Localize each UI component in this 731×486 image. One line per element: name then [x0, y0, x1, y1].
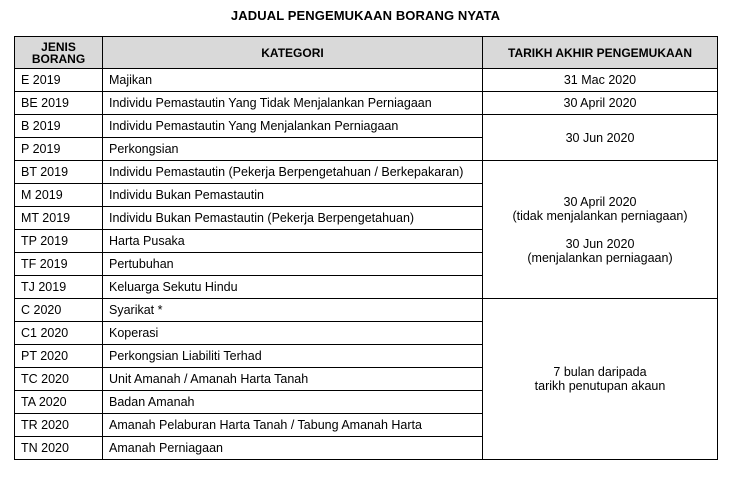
kategori-cell: Keluarga Sekutu Hindu — [103, 276, 483, 299]
tarikh-cell: 30 Jun 2020 — [483, 115, 718, 161]
jenis-cell: C1 2020 — [15, 322, 103, 345]
kategori-cell: Syarikat * — [103, 299, 483, 322]
table-row — [15, 299, 718, 322]
kategori-cell: Individu Pemastautin (Pekerja Berpengetahuan / Berkepakaran) — [103, 161, 483, 184]
kategori-cell: Koperasi — [103, 322, 483, 345]
table-row — [15, 115, 718, 138]
jenis-cell: TJ 2019 — [15, 276, 103, 299]
jenis-cell: TR 2020 — [15, 414, 103, 437]
table-row — [15, 69, 718, 92]
kategori-cell: Individu Bukan Pemastautin — [103, 184, 483, 207]
header-jenis-line2: BORANG — [31, 51, 86, 66]
header-jenis-line1: JENIS — [41, 39, 76, 54]
kategori-cell: Harta Pusaka — [103, 230, 483, 253]
kategori-cell: Badan Amanah — [103, 391, 483, 414]
jenis-cell: TA 2020 — [15, 391, 103, 414]
header-jenis-borang — [15, 37, 103, 69]
kategori-cell: Perkongsian Liabiliti Terhad — [103, 345, 483, 368]
kategori-cell: Amanah Perniagaan — [103, 437, 483, 460]
jenis-cell: BT 2019 — [15, 161, 103, 184]
header-tarikh: TARIKH AKHIR PENGEMUKAAN — [483, 37, 718, 69]
tarikh-group-line4: (menjalankan perniagaan) — [527, 250, 673, 265]
tarikh-cell-individual-group — [483, 161, 718, 299]
kategori-cell: Majikan — [103, 69, 483, 92]
tarikh-cell: 31 Mac 2020 — [483, 69, 718, 92]
table-row — [15, 161, 718, 184]
tarikh-cell: 30 April 2020 — [483, 92, 718, 115]
jenis-cell: C 2020 — [15, 299, 103, 322]
header-kategori: KATEGORI — [103, 37, 483, 69]
table-header-row — [15, 37, 718, 69]
jenis-cell: TF 2019 — [15, 253, 103, 276]
kategori-cell: Individu Pemastautin Yang Menjalankan Perniagaan — [103, 115, 483, 138]
jenis-cell: MT 2019 — [15, 207, 103, 230]
tarikh-cell-company-group — [483, 299, 718, 460]
submission-schedule-table — [14, 36, 718, 460]
kategori-cell: Pertubuhan — [103, 253, 483, 276]
tarikh-company-line2: tarikh penutupan akaun — [534, 379, 666, 393]
tarikh-group-line2: (tidak menjalankan perniagaan) — [512, 208, 688, 223]
jenis-cell: PT 2020 — [15, 345, 103, 368]
jenis-cell: B 2019 — [15, 115, 103, 138]
jenis-cell: TP 2019 — [15, 230, 103, 253]
kategori-cell: Perkongsian — [103, 138, 483, 161]
kategori-cell: Individu Pemastautin Yang Tidak Menjalankan Perniagaan — [103, 92, 483, 115]
kategori-cell: Individu Bukan Pemastautin (Pekerja Berpengetahuan) — [103, 207, 483, 230]
tarikh-group-line1: 30 April 2020 — [563, 194, 637, 209]
tarikh-group-line3: 30 Jun 2020 — [565, 236, 635, 251]
jenis-cell: TC 2020 — [15, 368, 103, 391]
jenis-cell: TN 2020 — [15, 437, 103, 460]
jenis-cell: E 2019 — [15, 69, 103, 92]
jenis-cell: M 2019 — [15, 184, 103, 207]
table-row — [15, 92, 718, 115]
jenis-cell: P 2019 — [15, 138, 103, 161]
kategori-cell: Amanah Pelaburan Harta Tanah / Tabung Amanah Harta — [103, 414, 483, 437]
jenis-cell: BE 2019 — [15, 92, 103, 115]
tarikh-company-line1: 7 bulan daripada — [553, 365, 647, 379]
kategori-cell: Unit Amanah / Amanah Harta Tanah — [103, 368, 483, 391]
page-title: JADUAL PENGEMUKAAN BORANG NYATA — [230, 8, 501, 23]
